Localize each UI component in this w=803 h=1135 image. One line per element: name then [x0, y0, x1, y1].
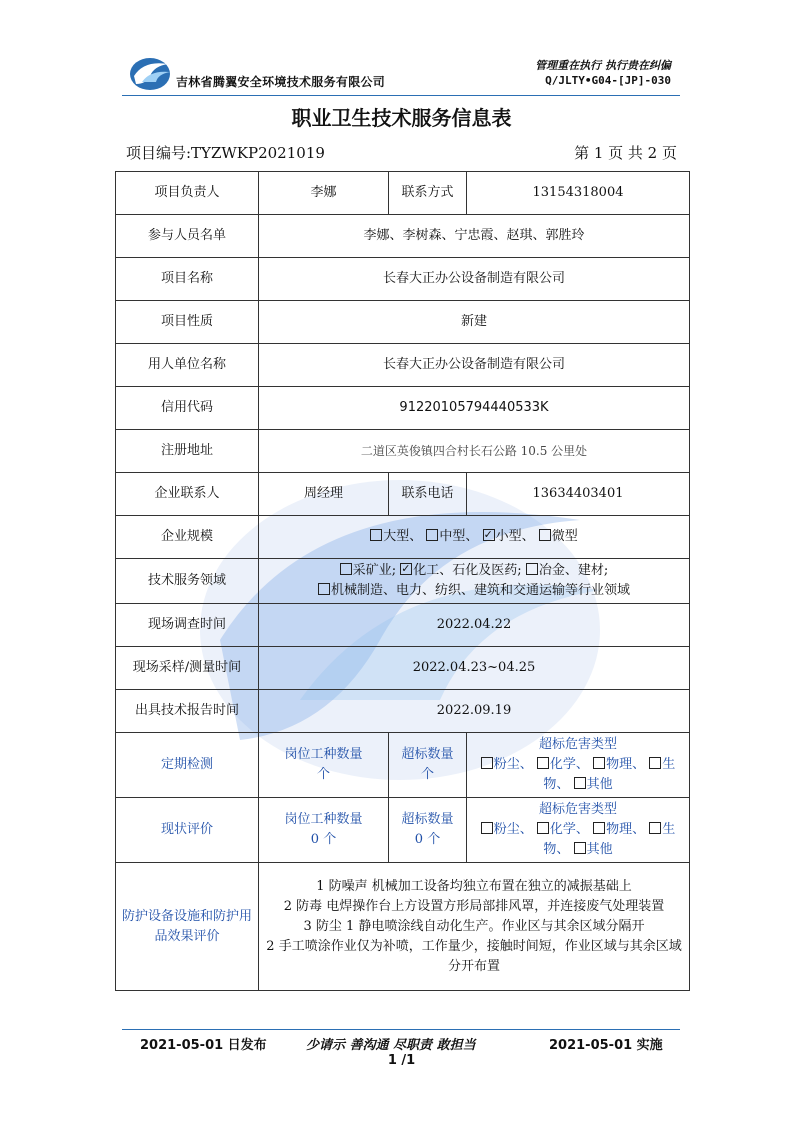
report-value: 2022.09.19 — [259, 690, 690, 733]
table-row — [116, 344, 690, 387]
nature-value: 新建 — [259, 301, 690, 344]
effective-date: 2021-05-01 实施 — [549, 1038, 663, 1053]
checkbox-icon — [370, 529, 382, 541]
checkbox-icon — [539, 529, 551, 541]
status-post-count: 岗位工种数量 0 个 — [259, 798, 389, 863]
table-row — [116, 301, 690, 344]
checkbox-icon — [340, 563, 352, 575]
checkbox-icon — [481, 822, 493, 834]
table-row — [116, 733, 690, 798]
checkbox-icon — [574, 777, 586, 789]
periodic-hazard-types: 超标危害类型 粉尘、 化学、 物理、 生 物、 其他 — [467, 733, 690, 798]
periodic-post-count: 岗位工种数量 个 — [259, 733, 389, 798]
table-row — [116, 387, 690, 430]
checkbox-icon — [593, 822, 605, 834]
table-row — [116, 863, 690, 991]
table-row — [116, 215, 690, 258]
table-row — [116, 559, 690, 604]
protect-line: 3 防尘 1 静电喷涂线自动化生产。作业区与其余区域分隔开 — [303, 918, 645, 934]
protect-label: 防护设备设施和防护用品效果评价 — [116, 863, 259, 991]
header-divider — [122, 95, 680, 96]
scale-option: 微型 — [539, 529, 578, 544]
report-label: 出具技术报告时间 — [116, 690, 259, 733]
scale-option: 中型、 — [426, 529, 478, 544]
phone-label: 联系电话 — [389, 473, 467, 516]
status-hazard-types: 超标危害类型 粉尘、 化学、 物理、 生 物、 其他 — [467, 798, 690, 863]
address-value: 二道区英俊镇四合村长石公路 10.5 公里处 — [259, 430, 690, 473]
survey-label: 现场调查时间 — [116, 604, 259, 647]
credit-label: 信用代码 — [116, 387, 259, 430]
survey-value: 2022.04.22 — [259, 604, 690, 647]
sampling-label: 现场采样/测量时间 — [116, 647, 259, 690]
table-row — [116, 798, 690, 863]
scale-option: ✓ 小型、 — [483, 529, 535, 544]
members-label: 参与人员名单 — [116, 215, 259, 258]
employer-value: 长春大正办公设备制造有限公司 — [259, 344, 690, 387]
protect-line: 2 手工喷涂作业仅为补喷，工作量少，接触时间短，作业区域与其余区域分开布置 — [266, 938, 682, 974]
checkbox-icon — [318, 583, 330, 595]
field-label: 技术服务领域 — [116, 559, 259, 604]
checkbox-icon — [426, 529, 438, 541]
project-name-label: 项目名称 — [116, 258, 259, 301]
checkbox-icon — [481, 757, 493, 769]
protect-evaluation — [259, 863, 690, 991]
table-row — [116, 690, 690, 733]
page-title: 职业卫生技术服务信息表 — [291, 106, 512, 130]
contact-value: 13154318004 — [467, 172, 690, 215]
page-header — [0, 0, 803, 100]
nature-label: 项目性质 — [116, 301, 259, 344]
checked-checkbox-icon — [400, 563, 412, 575]
table-row — [116, 430, 690, 473]
checkbox-icon — [593, 757, 605, 769]
project-number: 项目编号:TYZWKP2021019 — [126, 144, 325, 162]
page-number: 1 /1 — [387, 1053, 416, 1068]
issue-date: 2021-05-01 日发布 — [140, 1038, 267, 1053]
page-count: 第 1 页 共 2 页 — [574, 144, 677, 162]
company-name: 吉林省腾翼安全环境技术服务有限公司 — [176, 75, 386, 89]
address-label: 注册地址 — [116, 430, 259, 473]
table-row — [116, 516, 690, 559]
footer-motto: 少请示 善沟通 尽职责 敢担当 — [306, 1038, 476, 1053]
footer-divider — [122, 1029, 680, 1030]
status-exceed-count: 超标数量 0 个 — [389, 798, 467, 863]
sampling-value: 2022.04.23~04.25 — [259, 647, 690, 690]
table-row — [116, 647, 690, 690]
header-slogan: 管理重在执行 执行贵在纠偏 — [535, 59, 671, 72]
checkbox-icon — [537, 822, 549, 834]
table-row — [116, 473, 690, 516]
credit-value: 91220105794440533K — [259, 387, 690, 430]
document-number: Q/JLTY•G04-[JP]-030 — [545, 74, 671, 87]
leader-label: 项目负责人 — [116, 172, 259, 215]
info-table — [115, 171, 690, 991]
scale-label: 企业规模 — [116, 516, 259, 559]
checkbox-icon — [649, 822, 661, 834]
contact-label: 联系方式 — [389, 172, 467, 215]
table-row — [116, 604, 690, 647]
scale-options — [259, 516, 690, 559]
protect-line: 1 防噪声 机械加工设备均独立布置在独立的减振基础上 — [316, 878, 632, 894]
employer-label: 用人单位名称 — [116, 344, 259, 387]
periodic-label: 定期检测 — [116, 733, 259, 798]
table-row — [116, 172, 690, 215]
members-value: 李娜、李树森、宁忠霞、赵琪、郭胜玲 — [259, 215, 690, 258]
checkbox-icon — [649, 757, 661, 769]
corp-contact-label: 企业联系人 — [116, 473, 259, 516]
phone-value: 13634403401 — [467, 473, 690, 516]
periodic-exceed-count: 超标数量 个 — [389, 733, 467, 798]
scale-option: 大型、 — [370, 529, 422, 544]
project-name-value: 长春大正办公设备制造有限公司 — [259, 258, 690, 301]
checkbox-icon — [537, 757, 549, 769]
field-options: 采矿业; ✓ 化工、石化及医药; 冶金、建材; 机械制造、电力、纺织、建筑和交通运输等行业领域 — [259, 559, 690, 604]
protect-line: 2 防毒 电焊操作台上方设置方形局部排风罩，并连接废气处理装置 — [283, 898, 665, 914]
leader-value: 李娜 — [259, 172, 389, 215]
checkbox-icon — [526, 563, 538, 575]
status-label: 现状评价 — [116, 798, 259, 863]
table-row — [116, 258, 690, 301]
corp-contact-value: 周经理 — [259, 473, 389, 516]
checked-checkbox-icon — [483, 529, 495, 541]
company-logo — [128, 56, 172, 92]
checkbox-icon — [574, 842, 586, 854]
